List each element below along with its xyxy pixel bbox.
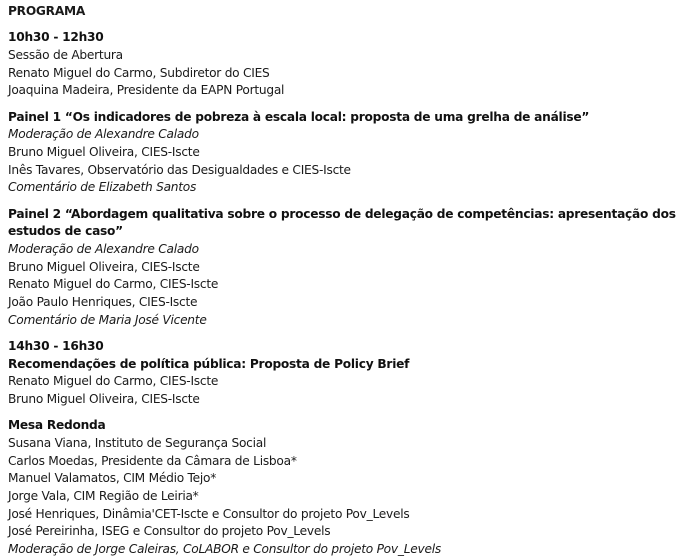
section-opening-session xyxy=(8,29,700,100)
speaker: Bruno Miguel Oliveira, CIES-Iscte xyxy=(8,392,200,407)
speaker: Renato Miguel do Carmo, CIES-Iscte xyxy=(8,277,219,292)
speaker: Bruno Miguel Oliveira, CIES-Iscte xyxy=(8,259,200,274)
program-title: PROGRAMA xyxy=(8,4,86,18)
speaker: Bruno Miguel Oliveira, CIES-Iscte xyxy=(8,144,200,159)
section-round-table xyxy=(8,417,700,559)
moderator: Moderação de Alexandre Calado xyxy=(8,127,199,142)
participant: José Henriques, Dinâmia'CET-Iscte e Consultor do projeto Pov_Levels xyxy=(8,506,410,521)
panel-2-title: Painel 2 “Abordagem qualitativa sobre o processo de delegação de competências: apresentação dos estudos de caso” xyxy=(8,206,676,239)
time-slot-morning: 10h30 - 12h30 xyxy=(8,30,104,45)
time-slot-afternoon: 14h30 - 16h30 xyxy=(8,338,104,353)
speaker: Inês Tavares, Observatório das Desigualdades e CIES-Iscte xyxy=(8,162,351,177)
commentator: Comentário de Maria José Vicente xyxy=(8,312,207,327)
speaker: Joaquina Madeira, Presidente da EAPN Portugal xyxy=(8,83,285,98)
commentator: Comentário de Elizabeth Santos xyxy=(8,180,197,195)
speaker: Renato Miguel do Carmo, CIES-Iscte xyxy=(8,374,219,389)
round-table-title: Mesa Redonda xyxy=(8,418,106,433)
moderator: Moderação de Alexandre Calado xyxy=(8,241,199,256)
session-title-opening: Sessão de Abertura xyxy=(8,47,123,62)
session-title-policy-brief: Recomendações de política pública: Proposta de Policy Brief xyxy=(8,356,410,371)
participant: Manuel Valamatos, CIM Médio Tejo* xyxy=(8,471,217,486)
participant: Jorge Vala, CIM Região de Leiria* xyxy=(8,489,199,504)
participant: José Pereirinha, ISEG e Consultor do projeto Pov_Levels xyxy=(8,524,331,539)
participant: Susana Viana, Instituto de Segurança Social xyxy=(8,435,267,450)
panel-1-title: Painel 1 “Os indicadores de pobreza à escala local: proposta de uma grelha de análise” xyxy=(8,109,590,124)
speaker: Renato Miguel do Carmo, Subdiretor do CIES xyxy=(8,65,270,80)
participant: Carlos Moedas, Presidente da Câmara de Lisboa* xyxy=(8,453,297,468)
moderator: Moderação de Jorge Caleiras, CoLABOR e Consultor do projeto Pov_Levels xyxy=(8,542,441,557)
speaker: João Paulo Henriques, CIES-Iscte xyxy=(8,295,198,310)
section-panel-1 xyxy=(8,109,700,198)
section-policy-brief xyxy=(8,338,700,409)
section-panel-2 xyxy=(8,206,700,330)
